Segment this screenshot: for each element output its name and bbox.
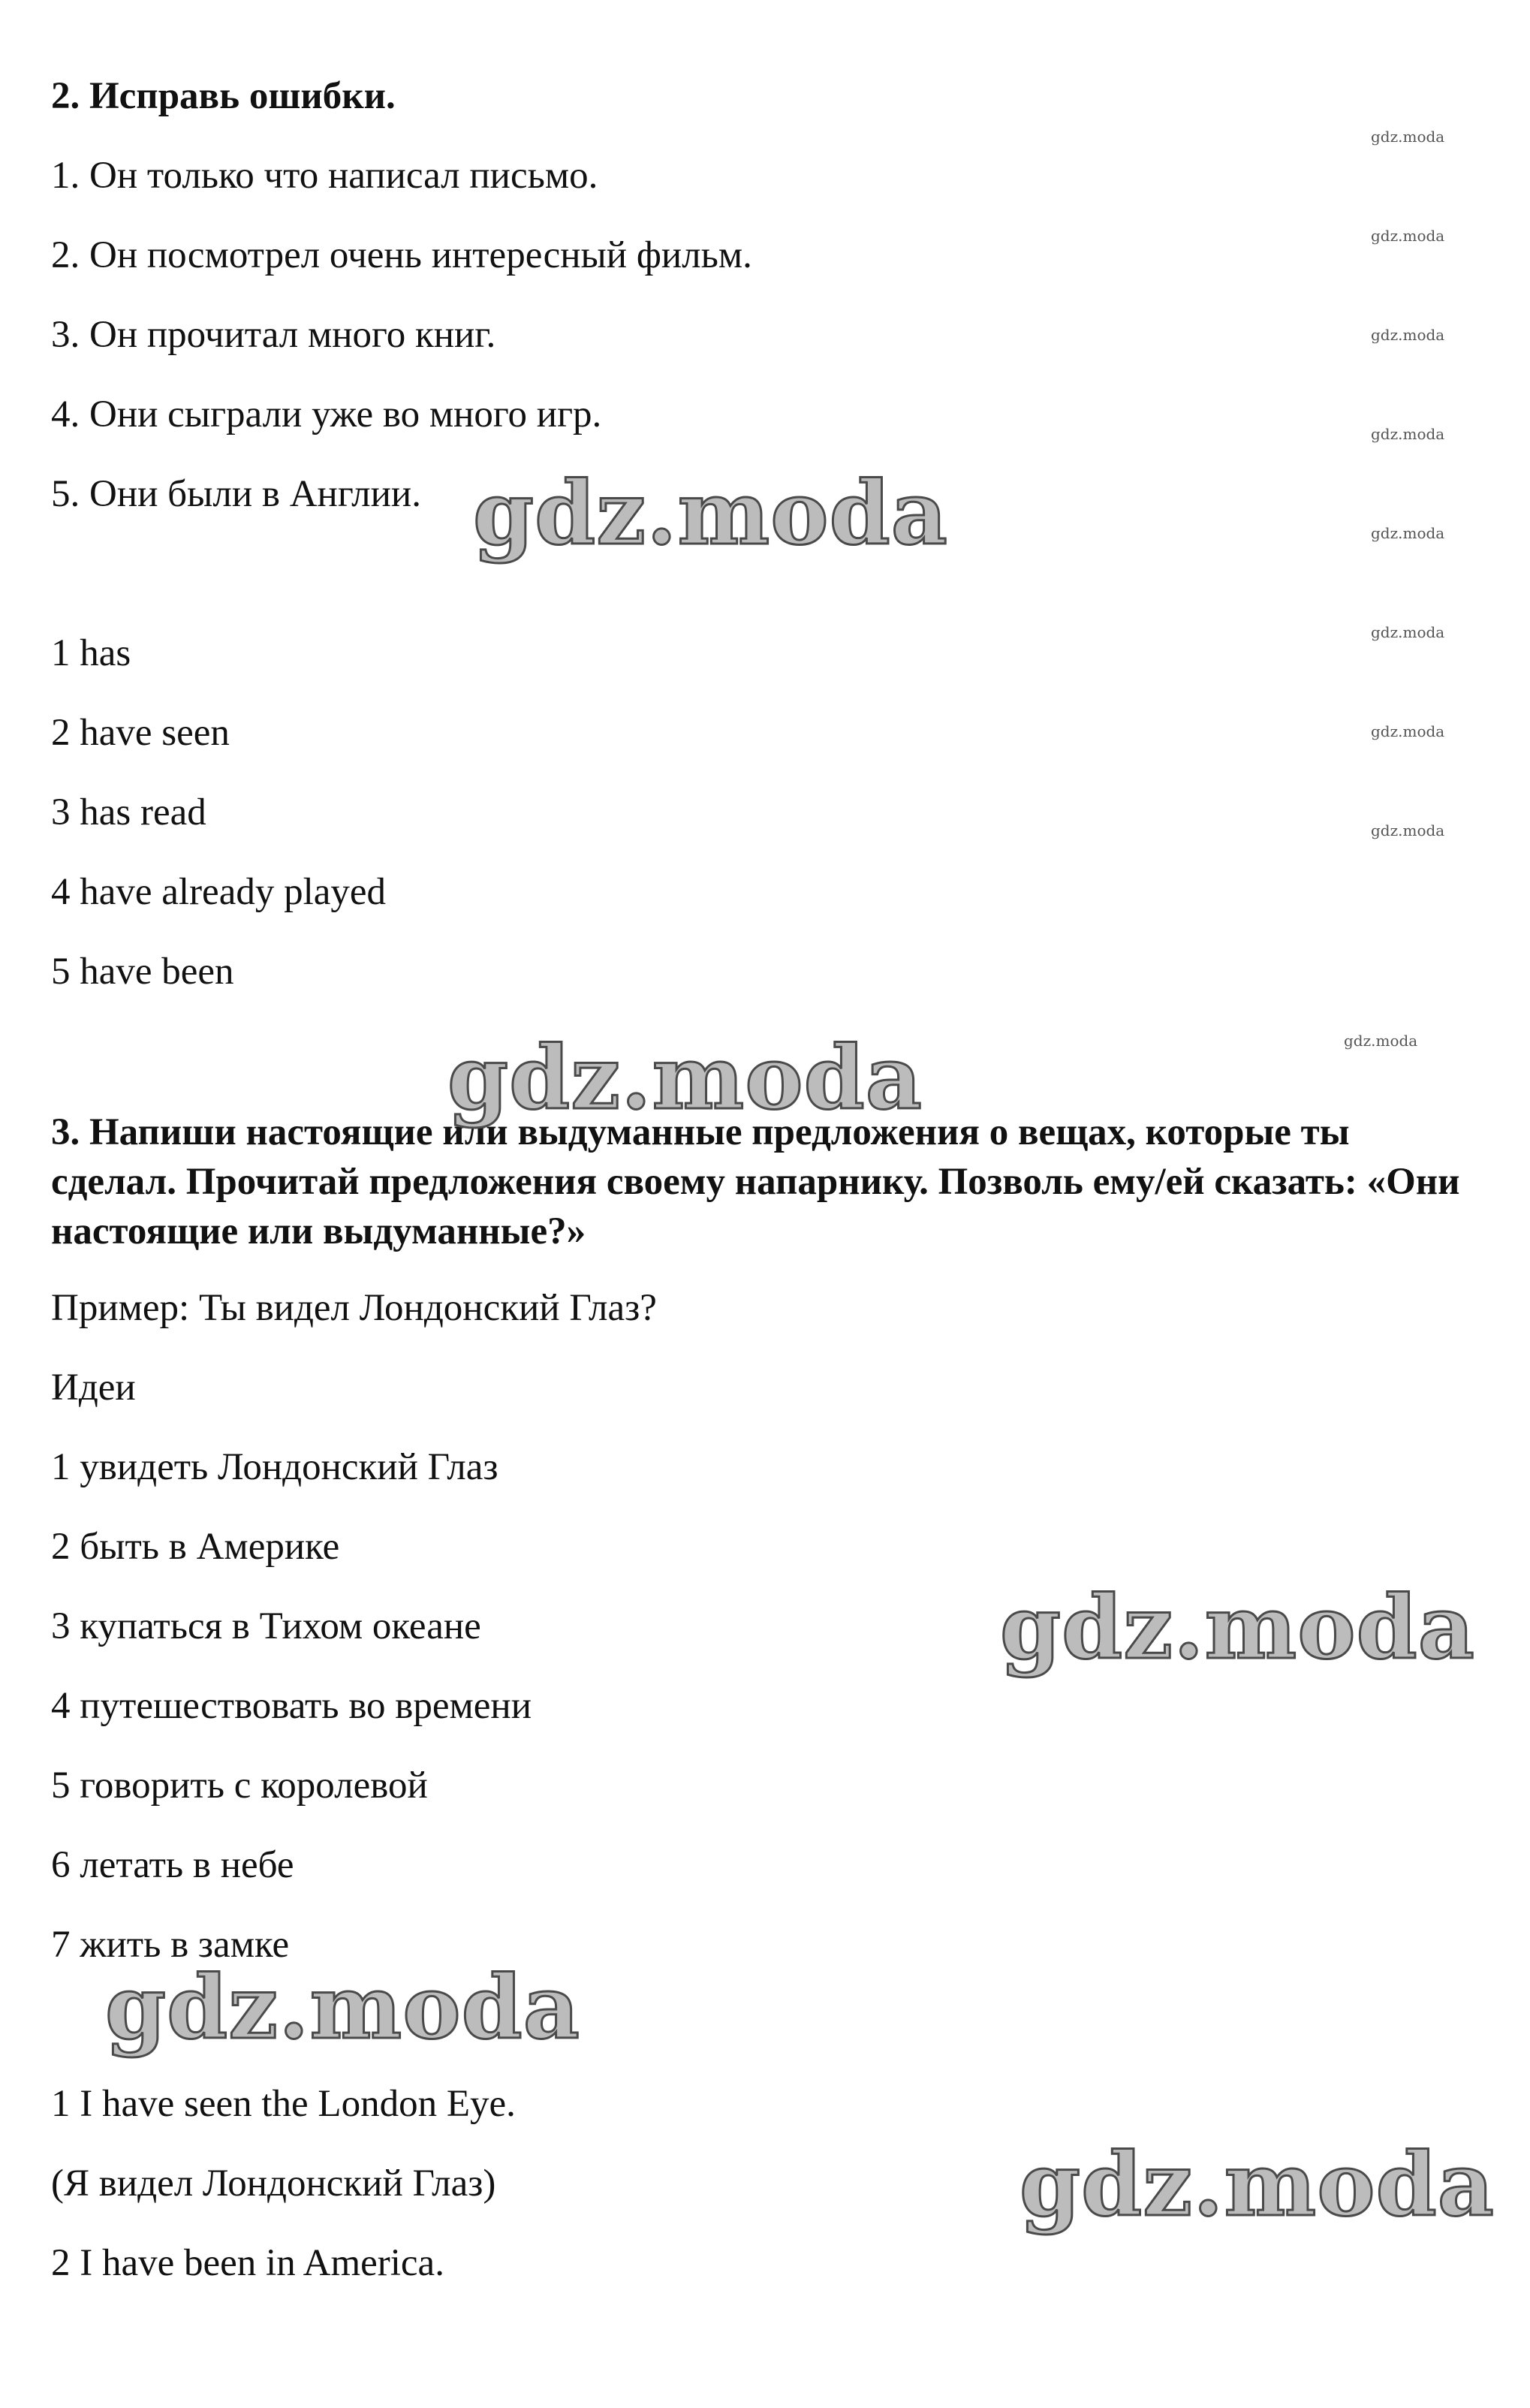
task3-ideas-label: Идеи	[51, 1367, 136, 1409]
task2-sentence-1: 1. Он только что написал письмо.	[51, 155, 598, 197]
task2-answer-5: 5 have been	[51, 951, 234, 993]
task3-idea-5: 5 говорить с королевой	[51, 1765, 428, 1807]
task3-answer-2: 2 I have been in America.	[51, 2242, 444, 2284]
watermark-large: gdz.moda	[105, 1957, 580, 2059]
task2-sentence-4: 4. Они сыграли уже во много игр.	[51, 393, 602, 435]
task2-answer-4: 4 have already played	[51, 871, 387, 913]
task2-sentence-2: 2. Он посмотрел очень интересный фильм.	[51, 234, 752, 276]
watermark-large: gdz.moda	[447, 1027, 923, 1129]
task3-idea-6: 6 летать в небе	[51, 1844, 294, 1886]
task3-answer-1: 1 I have seen the London Eye.	[51, 2083, 516, 2125]
watermark-small: gdz.moda	[1344, 1032, 1418, 1050]
watermark-small: gdz.moda	[1371, 227, 1445, 245]
watermark-large: gdz.moda	[1000, 1577, 1475, 1679]
task3-idea-7: 7 жить в замке	[51, 1924, 290, 1966]
watermark-small: gdz.moda	[1371, 623, 1445, 641]
task2-answer-1: 1 has	[51, 632, 131, 674]
task3-idea-4: 4 путешествовать во времени	[51, 1685, 532, 1727]
task2-sentence-3: 3. Он прочитал много книг.	[51, 314, 496, 356]
task2-heading: 2. Исправь ошибки.	[51, 75, 396, 117]
task3-answer-1-translation: (Я видел Лондонский Глаз)	[51, 2162, 496, 2205]
task3-heading: 3. Напиши настоящие или выдуманные предложения о вещах, которые ты сделал. Прочитай предложения своему напарнику. Позволь ему/ей сказать: «Они настоящие или выдуманные?»	[51, 1111, 1460, 1252]
watermark-small: gdz.moda	[1371, 821, 1445, 839]
task3-idea-1: 1 увидеть Лондонский Глаз	[51, 1446, 498, 1488]
task3-example: Пример: Ты видел Лондонский Глаз?	[51, 1287, 657, 1329]
watermark-small: gdz.moda	[1371, 326, 1445, 344]
watermark-small: gdz.moda	[1371, 722, 1445, 740]
watermark-large: gdz.moda	[473, 463, 948, 565]
task3-idea-2: 2 быть в Америке	[51, 1526, 340, 1568]
task2-answer-3: 3 has read	[51, 791, 206, 833]
watermark-small: gdz.moda	[1371, 425, 1445, 443]
watermark-large: gdz.moda	[1019, 2134, 1495, 2236]
watermark-small: gdz.moda	[1371, 524, 1445, 542]
task2-sentence-5: 5. Они были в Англии.	[51, 473, 421, 515]
task3-idea-3: 3 купаться в Тихом океане	[51, 1605, 481, 1647]
watermark-small: gdz.moda	[1371, 128, 1445, 146]
task2-answer-2: 2 have seen	[51, 712, 230, 754]
